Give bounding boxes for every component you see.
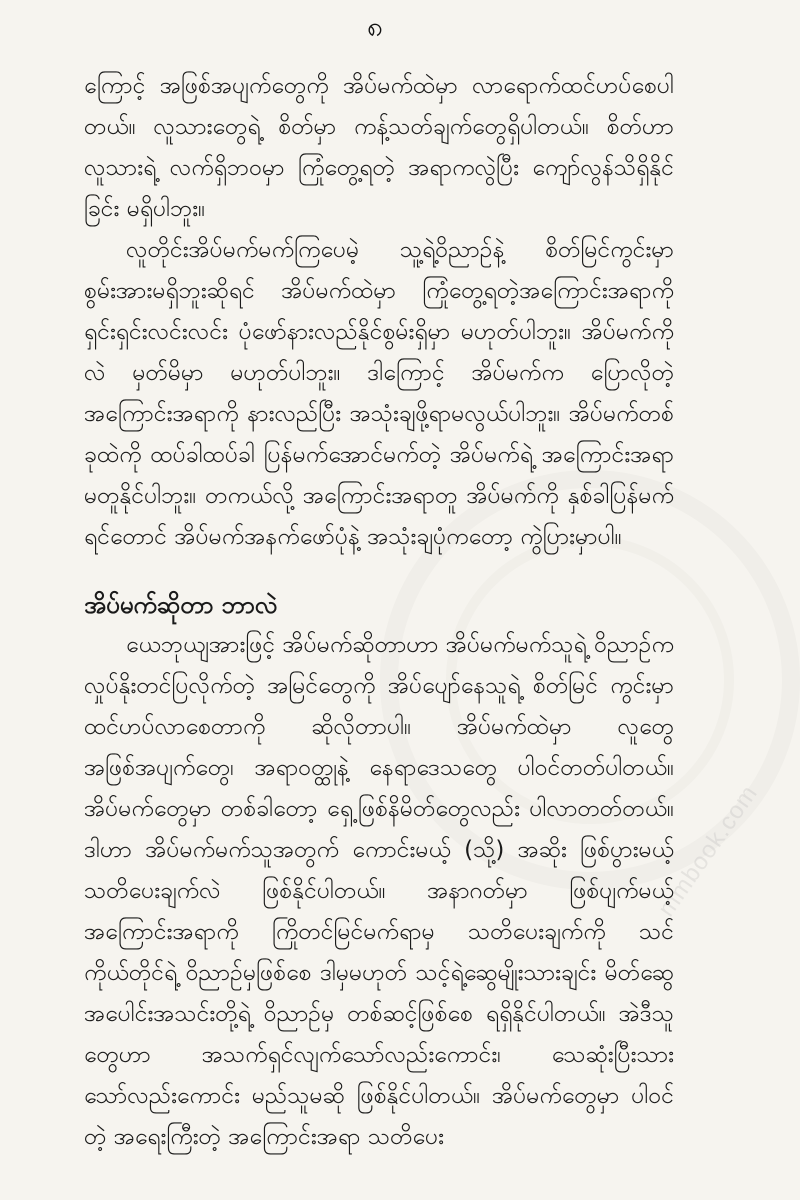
page-number: ၈ xyxy=(367,10,383,43)
paragraph-3: ယေဘုယျအားဖြင့် အိပ်မက်ဆိုတာဟာ အိပ်မက်မက်သူရဲ့ ဝိညာဉ်က လှုပ်နိုးတင်ပြလိုက်တဲ့ အမြင်တွေကို အိပ်ပျော်နေသူရဲ့ စိတ်မြင် ကွင်းမှာ ထင်ဟပ်လာစေတာကို ဆိုလိုတာပါ။ အိပ်မက်ထဲမှာ လူတွေ အဖြစ်အပျက်တွေ၊ အရာဝတ္ထုနဲ့ နေရာဒေသတွေ ပါဝင်တတ်ပါတယ်။ အိပ်မက်တွေမှာ တစ်ခါတော့ ရှေ့ဖြစ်နိမိတ်တွေလည်း ပါလာတတ်တယ်။ ဒါဟာ အိပ်မက်မက်သူအတွက် ကောင်းမယ့် (သို့) အဆိုး ဖြစ်ပွားမယ့် သတိပေးချက်လဲ ဖြစ်နိုင်ပါတယ်။ အနာဂတ်မှာ ဖြစ်ပျက်မယ့် အကြောင်းအရာကို ကြိုတင်မြင်မက်ရာမှ သတိပေးချက်ကို သင်ကိုယ်တိုင်ရဲ့ ဝိညာဉ်မှဖြစ်စေ ဒါမှမဟုတ် သင့်ရဲ့ဆွေမျိုးသားချင်း မိတ်ဆွေအပေါင်းအသင်းတို့ရဲ့ ဝိညာဉ်မှ တစ်ဆင့်ဖြစ်စေ ရရှိနိုင်ပါတယ်။ အဲဒီသူတွေဟာ အသက်ရှင်လျက်သော်လည်းကောင်း၊ သေဆုံးပြီးသားသော်လည်းကောင်း မည်သူမဆို ဖြစ်နိုင်ပါတယ်။ အိပ်မက်တွေမှာ ပါဝင်တဲ့ အရေးကြီးတဲ့ အကြောင်းအရာ သတိပေး xyxy=(84,632,674,1150)
paragraph-1: ကြောင့် အဖြစ်အပျက်တွေကို အိပ်မက်ထဲမှာ လာရောက်ထင်ဟပ်စေပါတယ်။ လူသားတွေရဲ့ စိတ်မှာ ကန့်သတ်ချက်တွေရှိပါတယ်။ စိတ်ဟာ လူသားရဲ့ လက်ရှိဘဝမှာ ကြုံတွေ့ရတဲ့ အရာကလွဲပြီး ကျော်လွန်သိရှိနိုင်ခြင်း မရှိပါဘူး။ xyxy=(84,73,674,222)
paragraph-2: လူတိုင်းအိပ်မက်မက်ကြပေမဲ့ သူ့ရဲ့ဝိညာဉ်နဲ့ စိတ်မြင်ကွင်းမှာ စွမ်းအားမရှိဘူးဆိုရင် အိပ်မက်ထဲမှာ ကြုံတွေ့ရတဲ့အကြောင်းအရာကို ရှင်းရှင်းလင်းလင်း ပုံဖော်နားလည်နိုင်စွမ်းရှိမှာ မဟုတ်ပါဘူး။ အိပ်မက်ကိုလဲ မှတ်မိမှာ မဟုတ်ပါဘူး။ ဒါကြောင့် အိပ်မက်က ပြောလိုတဲ့အကြောင်းအရာကို နားလည်ပြီး အသုံးချဖို့ရာမလွယ်ပါဘူး။ အိပ်မက်တစ်ခုထဲကို ထပ်ခါထပ်ခါ ပြန်မက်အောင်မက်တဲ့ အိပ်မက်ရဲ့ အကြောင်းအရာ မတူနိုင်ပါဘူး။ တကယ်လို့ အကြောင်းအရာတူ အိပ်မက်ကို နှစ်ခါပြန်မက်ရင်တောင် အိပ်မက်အနက်ဖော်ပုံနဲ့ အသုံးချပုံကတော့ ကွဲပြားမှာပါ။ xyxy=(84,237,674,550)
watermark-text: mmbook.com xyxy=(652,779,764,922)
page-content xyxy=(84,66,674,1158)
section-heading: အိပ်မက်ဆိုတာ ဘာလဲ xyxy=(84,591,278,619)
